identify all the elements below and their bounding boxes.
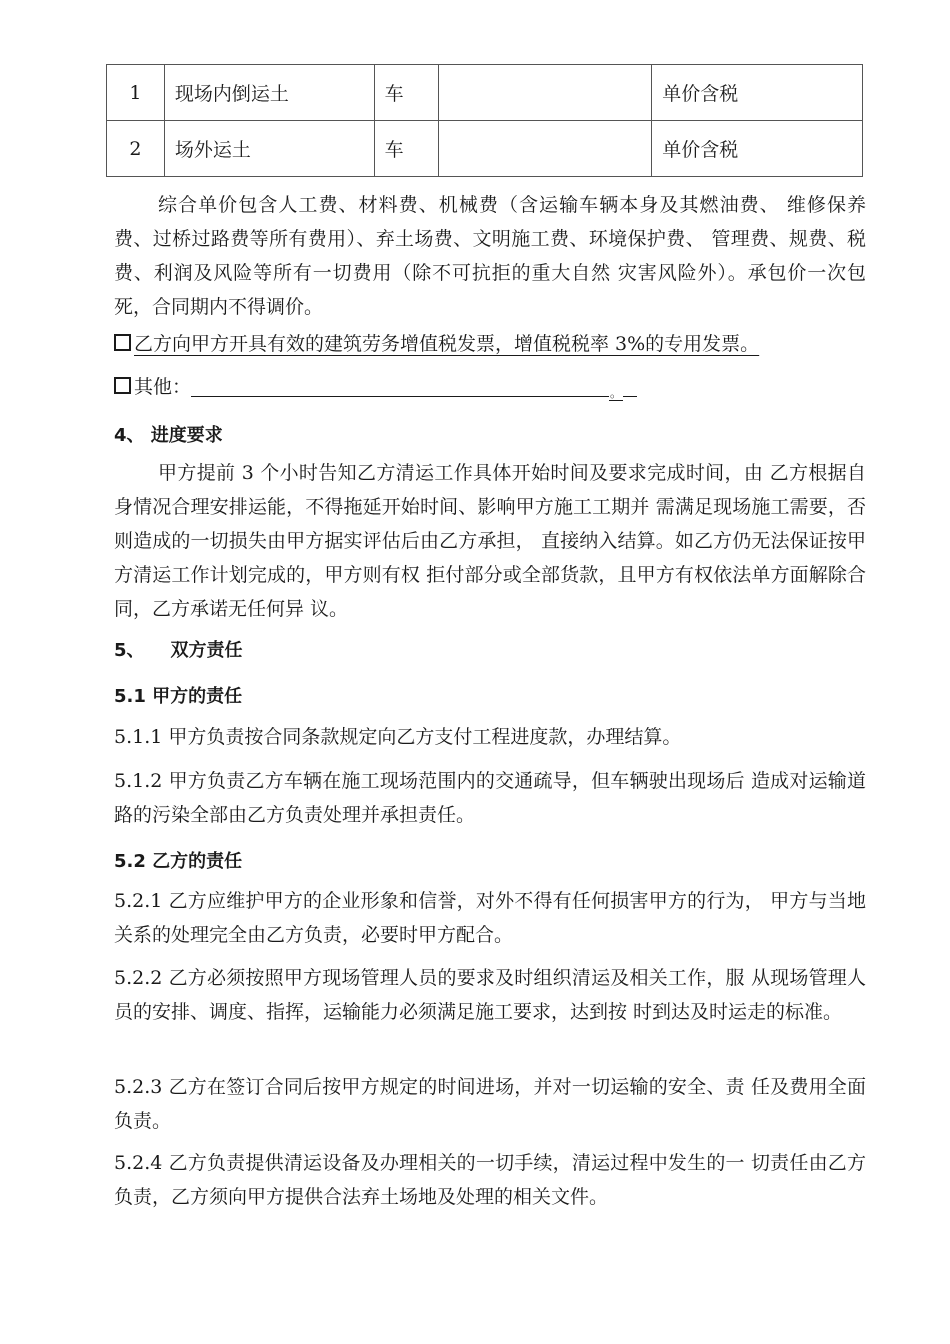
item-name: 场外运土 <box>164 121 374 177</box>
section5-heading <box>114 636 243 662</box>
item-note: 单价含税 <box>652 121 863 177</box>
section4-heading: 4、 进度要求 <box>114 425 223 446</box>
other-option <box>114 374 637 401</box>
clause-5-1-1: 5.1.1 甲方负责按合同条款规定向乙方支付工程进度款，办理结算。 <box>114 726 682 748</box>
clause-5-2-2: 5.2.2 乙方必须按照甲方现场管理人员的要求及时组织清运及相关工作，服 从现场管理人员的安排、调度、指挥，运输能力必须满足施工要求，达到按 时到达及时运走的标准。 <box>114 967 866 1023</box>
section5-1-heading: 5.1 甲方的责任 <box>114 686 243 707</box>
item-name: 现场内倒运土 <box>164 65 374 121</box>
table-row <box>107 121 863 177</box>
clause-5-2-3: 5.2.3 乙方在签订合同后按甲方规定的时间进场，并对一切运输的安全、责 任及费用全面负责。 <box>114 1076 866 1132</box>
invoice-option <box>114 331 759 357</box>
other-fill-line-end <box>623 376 637 397</box>
clause-5-2-4: 5.2.4 乙方负责提供清运设备及办理相关的一切手续，清运过程中发生的一 切责任由乙方负责，乙方须向甲方提供合法弃土场地及处理的相关文件。 <box>114 1152 866 1208</box>
clause-5-2-1: 5.2.1 乙方应维护甲方的企业形象和信誉，对外不得有任何损害甲方的行为， 甲方与当地关系的处理完全由乙方负责，必要时甲方配合。 <box>114 890 866 946</box>
other-option-end: 。 <box>609 380 623 401</box>
other-option-label: 其他： <box>134 376 192 398</box>
checkbox-icon[interactable] <box>114 377 131 394</box>
item-price <box>438 121 652 177</box>
section5-heading-num: 5、 <box>114 640 145 661</box>
invoice-option-text: 乙方向甲方开具有效的建筑劳务增值税发票，增值税税率 3%的专用发票。 <box>134 333 760 355</box>
table-row <box>107 65 863 121</box>
pricing-paragraph: 综合单价包含人工费、材料费、机械费（含运输车辆本身及其燃油费、 维修保养费、过桥过路费等所有费用）、弃土场费、文明施工费、环境保护费、 管理费、规费、税费、利润及风险等所有一切费用（除不可抗拒的重大自然 灾害风险外）。承包价一次包死，合同期内不得调价。 <box>114 194 866 318</box>
item-unit: 车 <box>374 65 438 121</box>
item-note: 单价含税 <box>652 65 863 121</box>
item-price <box>438 65 652 121</box>
section5-heading-text: 双方责任 <box>170 640 243 661</box>
section4-paragraph: 甲方提前 3 个小时告知乙方清运工作具体开始时间及要求完成时间，由 乙方根据自身情况合理安排运能，不得拖延开始时间、影响甲方施工工期并 需满足现场施工需要，否则造成的一切损失由甲方据实评估后由乙方承担， 直接纳入结算。如乙方仍无法保证按甲方清运工作计划完成的，甲方则有权 拒付部分或全部货款，且甲方有权依法单方面解除合同，乙方承诺无任何异 议。 <box>114 462 866 620</box>
item-unit: 车 <box>374 121 438 177</box>
other-fill-line[interactable] <box>191 376 609 397</box>
row-number: 1 <box>107 65 165 121</box>
row-number: 2 <box>107 121 165 177</box>
section5-2-heading: 5.2 乙方的责任 <box>114 851 243 872</box>
price-table <box>106 64 863 177</box>
clause-5-1-2: 5.1.2 甲方负责乙方车辆在施工现场范围内的交通疏导，但车辆驶出现场后 造成对运输道路的污染全部由乙方负责处理并承担责任。 <box>114 770 866 826</box>
checkbox-icon[interactable] <box>114 334 131 351</box>
